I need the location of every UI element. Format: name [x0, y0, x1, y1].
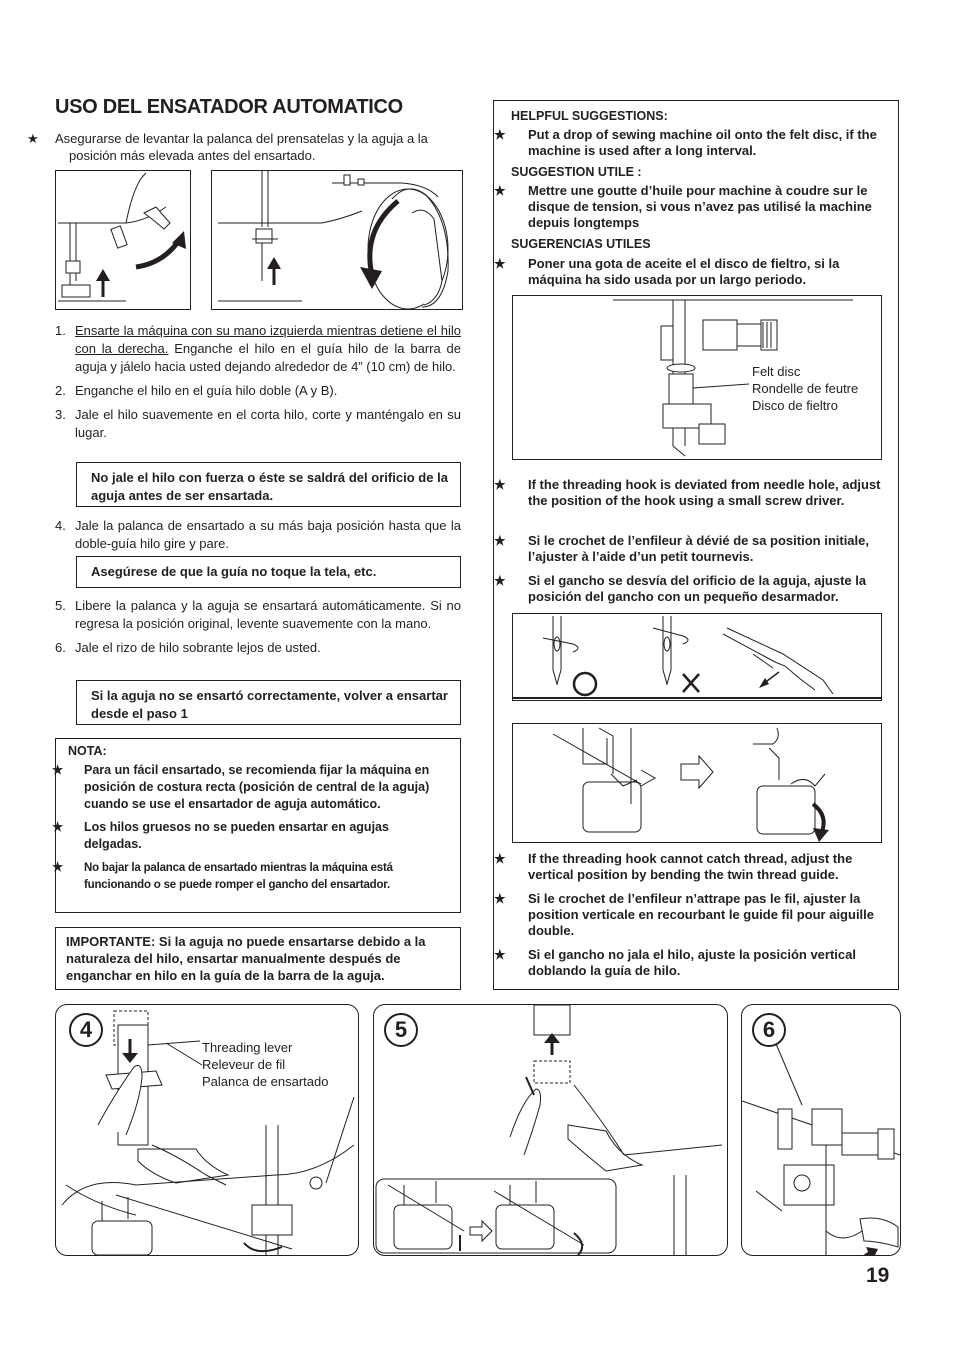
- step-number-badge: 5: [384, 1013, 418, 1047]
- steps-5-6: [55, 597, 461, 657]
- correct-mark-icon: [574, 673, 596, 695]
- figure-step-4: [55, 1004, 359, 1256]
- threading-lever-labels: Threading lever Releveur de fil Palanca de ensartado: [202, 1040, 329, 1089]
- figure-hook-alignment: [512, 613, 882, 701]
- step-number-badge: 6: [752, 1013, 786, 1047]
- figure-felt-disc: [512, 295, 882, 460]
- figure-handwheel-turn: [211, 170, 463, 310]
- heading-fr: SUGGESTION UTILE :: [511, 165, 642, 179]
- intro-text: ★ Asegurarse de levantar la palanca del prensatelas y la aguja a la posición más elevada antes del ensartado.: [27, 131, 428, 163]
- nota-item: ★ Los hilos gruesos no se pueden ensartar en agujas delgadas.: [52, 820, 389, 851]
- step-1: 1. Ensarte la máquina con su mano izquierda mientras detiene el hilo con la derecha. Enganche el hilo en el guía hilo de la barra de aguja y jálelo hacia usted dejando alrededor de 4” (10 cm) de hilo.: [55, 323, 461, 374]
- nota-item: ★ No bajar la palanca de ensartado mientras la máquina está funcionando o se puede romper el gancho del ensartador.: [52, 860, 393, 891]
- suggestion-en: ★ Put a drop of sewing machine oil onto the felt disc, if the machine is used after a long interval.: [494, 127, 877, 158]
- heading-es: SUGERENCIAS UTILES: [511, 237, 651, 251]
- step-6: 6. Jale el rizo de hilo sobrante lejos de usted.: [55, 640, 321, 655]
- threading-steps: [55, 322, 461, 442]
- suggestion-es: ★ Poner una gota de aceite el el disco de fieltro, si la máquina ha sido usada por un largo periodo.: [494, 256, 840, 287]
- suggestions-panel: [493, 100, 899, 990]
- presser-foot-illustration: [56, 171, 190, 309]
- hook-deviation-en: ★ If the threading hook is deviated from needle hole, adjust the position of the hook using a small screw driver.: [494, 477, 881, 508]
- hook-alignment-illustration: [513, 614, 881, 700]
- hook-deviation-es: ★ Si el gancho se desvía del orificio de la aguja, ajuste la posición del gancho con un pequeño desarmador.: [494, 573, 867, 604]
- suggestion-fr: ★ Mettre une goutte d’huile pour machine à coudre sur le disque de tension, si vous n’avez pas utilisé la machine depuis longtemps: [494, 183, 872, 230]
- page-number: 19: [866, 1264, 890, 1287]
- note-step-6: Si la aguja no se ensartó correctamente, volver a ensartar desde el paso 1: [76, 680, 461, 725]
- handwheel-illustration: [212, 171, 462, 309]
- figure-step-6: [741, 1004, 901, 1256]
- step-number-badge: 4: [69, 1013, 103, 1047]
- importante-box: IMPORTANTE: Si la aguja no puede ensartarse debido a la naturaleza del hilo, ensartar manualmente después de enganchar en hilo en la guía de la barra de la aguja.: [55, 927, 461, 990]
- nota-item: ★ Para un fácil ensartado, se recomienda fijar la máquina en posición de costura recta (posición de central de la aguja) cuando se use el ensartador de aguja automático.: [52, 763, 430, 811]
- felt-disc-labels: Felt disc Rondelle de feutre Disco de fieltro: [752, 364, 859, 413]
- step-4: 4. Jale la palanca de ensartado a su más baja posición hasta que la doble-guía hilo gire y pare.: [55, 518, 461, 551]
- step-2: 2. Enganche el hilo en el guía hilo doble (A y B).: [55, 383, 338, 398]
- thread-catch-fr: ★ Si le crochet de l’enfileur n’attrape pas le fil, ajuster la position verticale en recourbant le guide fil pour aiguille double.: [494, 891, 875, 938]
- twin-thread-guide-illustration: [513, 724, 881, 842]
- thread-catch-en: ★ If the threading hook cannot catch thread, adjust the vertical position by bending the twin thread guide.: [494, 851, 853, 882]
- star-icon: ★: [27, 131, 39, 146]
- note-step-4: Asegúrese de que la guía no toque la tela, etc.: [76, 556, 461, 588]
- nota-box: [52, 738, 461, 913]
- figure-step-5: [373, 1004, 728, 1256]
- thread-catch-es: ★ Si el gancho no jala el hilo, ajuste la posición vertical doblando la guía de hilo.: [494, 947, 856, 978]
- heading-en: HELPFUL SUGGESTIONS:: [511, 109, 668, 123]
- figure-presser-foot-lever: [55, 170, 191, 310]
- nota-heading: NOTA:: [68, 744, 107, 758]
- step-3: 3. Jale el hilo suavemente en el corta hilo, corte y manténgalo en su lugar.: [55, 407, 461, 440]
- note-step-3: No jale el hilo con fuerza o éste se saldrá del orificio de la aguja antes de ser ensartada.: [76, 462, 461, 507]
- hook-deviation-fr: ★ Si le crochet de l’enfileur à dévié de sa position initiale, l’ajuster à l’aide d’un petit tournevis.: [494, 533, 869, 564]
- step-5: 5. Libere la palanca y la aguja se ensartará automáticamente. Si no regresa la posición original, levente suavemente con la mano.: [55, 598, 461, 631]
- page-title: USO DEL ENSATADOR AUTOMATICO: [55, 96, 403, 118]
- step-5-illustration: [374, 1005, 727, 1255]
- figure-twin-thread-guide: [512, 723, 882, 843]
